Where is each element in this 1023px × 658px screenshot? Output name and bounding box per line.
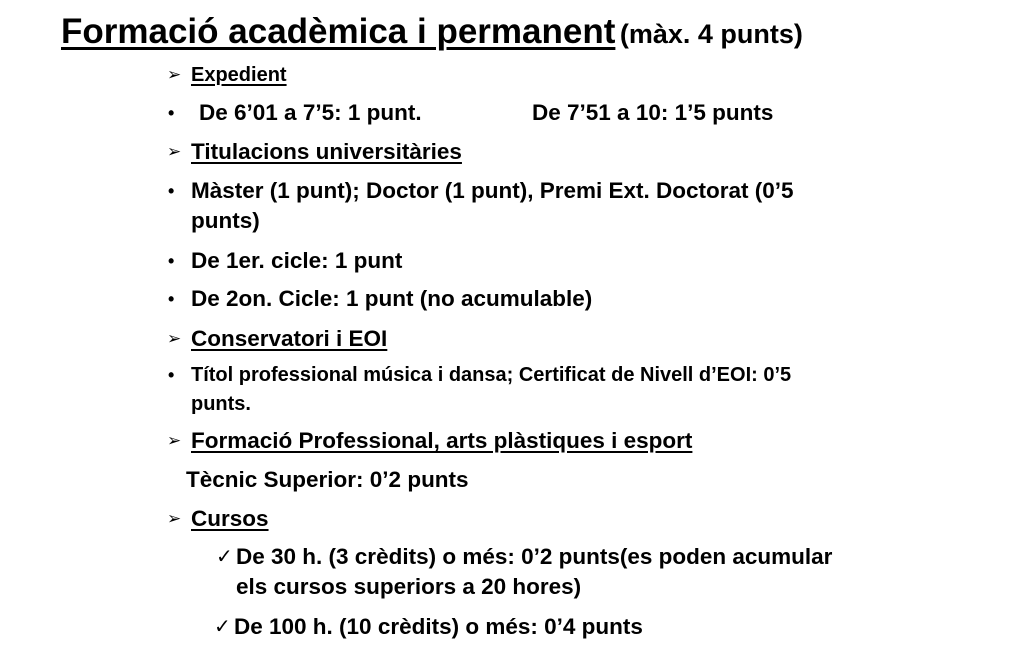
cursos-item-30h-line2: els cursos superiors a 20 hores)	[236, 574, 582, 599]
bullet-icon: •	[168, 181, 175, 201]
expedient-ranges	[199, 98, 829, 128]
arrow-bullet-icon: ➢	[167, 509, 182, 528]
titulacions-heading: Titulacions universitàries	[191, 139, 462, 164]
titulacions-item-master-line2: punts)	[191, 208, 260, 233]
fp-item-tecnic-superior: Tècnic Superior: 0’2 punts	[186, 467, 469, 492]
cursos-item-100h: De 100 h. (10 crèdits) o més: 0’4 punts	[234, 614, 643, 639]
check-icon: ✓	[216, 546, 233, 568]
conservatori-item-line1: Títol professional música i dansa; Certificat de Nivell d’EOI: 0’5	[191, 364, 792, 386]
bullet-icon: •	[168, 289, 175, 309]
conservatori-item-line2: punts.	[191, 393, 251, 415]
cursos-item-30h-line1: De 30 h. (3 crèdits) o més: 0’2 punts(es poden acumular	[236, 544, 833, 569]
titulacions-item-cicle1: De 1er. cicle: 1 punt	[191, 248, 403, 273]
title-main: Formació acadèmica i permanent	[61, 12, 616, 51]
expedient-range-low: De 6’01 a 7’5: 1 punt.	[199, 100, 422, 125]
slide-title	[61, 8, 803, 63]
bullet-icon: •	[168, 103, 175, 123]
bullet-icon: •	[168, 251, 175, 271]
arrow-bullet-icon: ➢	[167, 329, 182, 348]
titulacions-item-master-line1: Màster (1 punt); Doctor (1 punt), Premi Ext. Doctorat (0’5	[191, 178, 794, 203]
check-icon: ✓	[214, 616, 231, 638]
bullet-icon: •	[168, 365, 175, 385]
arrow-bullet-icon: ➢	[167, 142, 182, 161]
conservatori-heading: Conservatori i EOI	[191, 326, 388, 351]
cursos-heading: Cursos	[191, 506, 269, 531]
arrow-bullet-icon: ➢	[167, 65, 182, 84]
expedient-heading: Expedient	[191, 64, 287, 86]
fp-heading: Formació Professional, arts plàstiques i esport	[191, 428, 693, 453]
title-subtitle: (màx. 4 punts)	[619, 19, 803, 49]
arrow-bullet-icon: ➢	[167, 431, 182, 450]
expedient-range-high: De 7’51 a 10: 1’5 punts	[532, 100, 774, 125]
titulacions-item-cicle2: De 2on. Cicle: 1 punt (no acumulable)	[191, 286, 593, 311]
